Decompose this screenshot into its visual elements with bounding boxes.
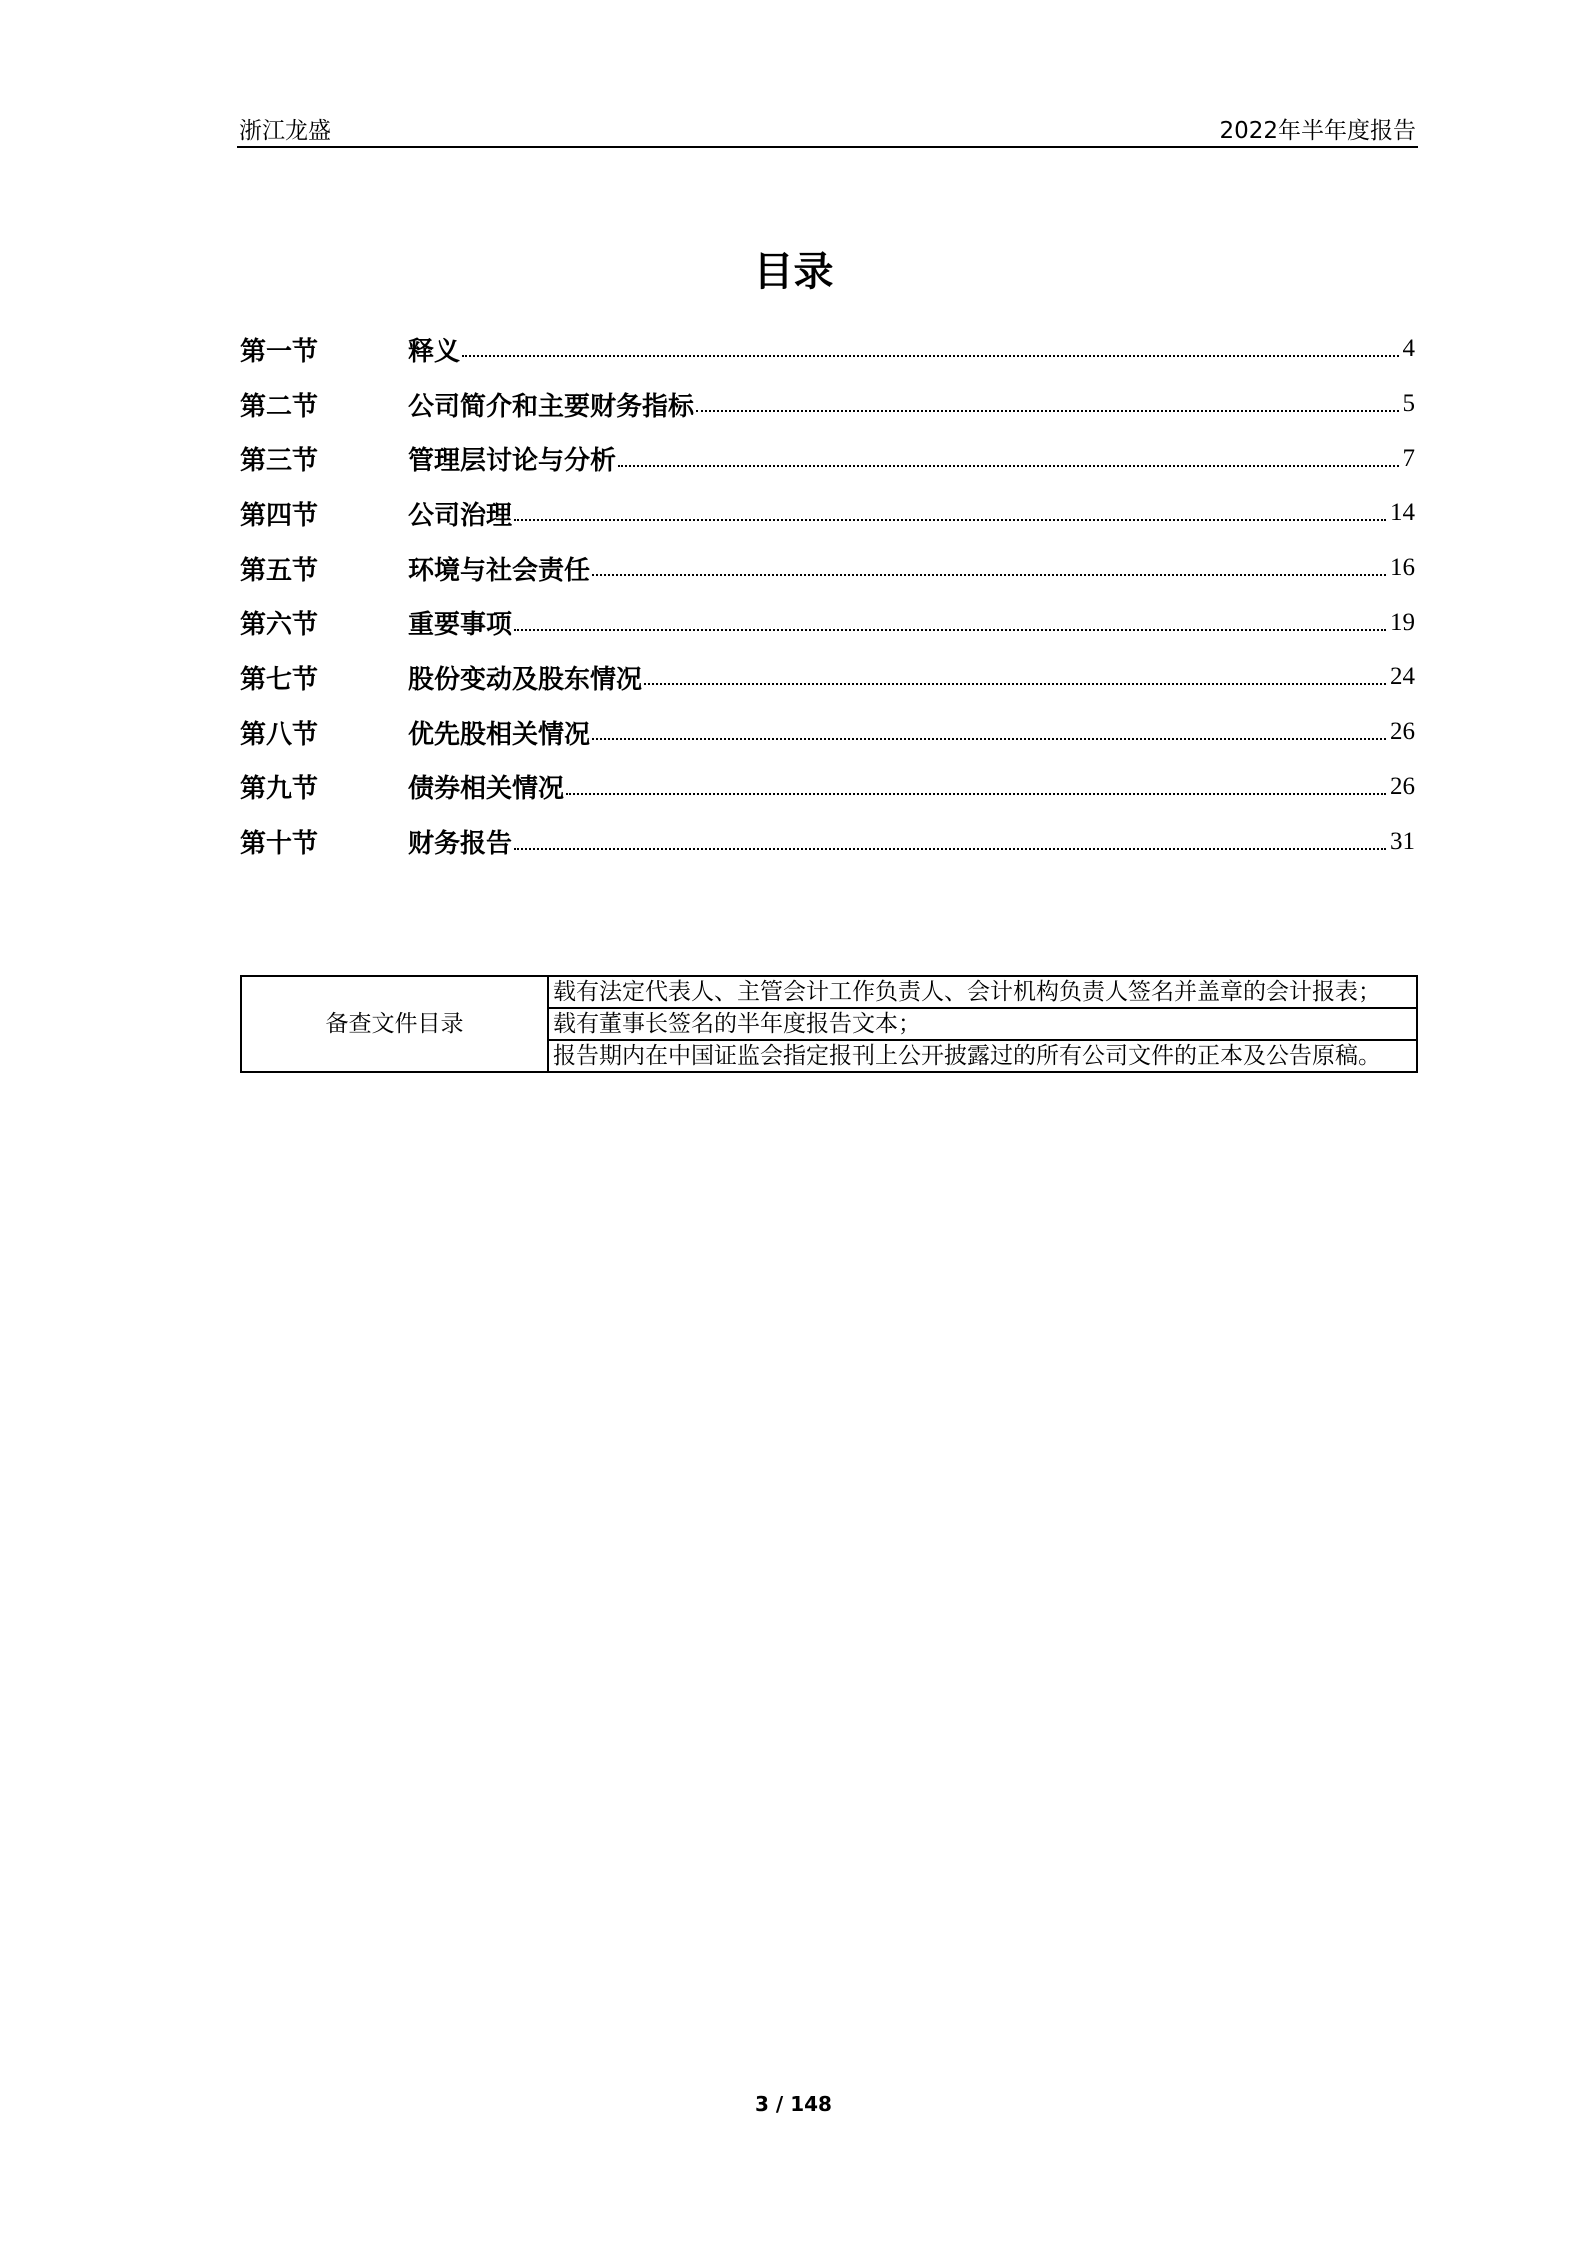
toc-entry[interactable] bbox=[240, 705, 1415, 760]
toc-section: 第十节 bbox=[240, 829, 319, 860]
toc-name: 管理层讨论与分析 bbox=[408, 446, 617, 477]
toc-name: 重要事项 bbox=[408, 610, 513, 641]
toc-page: 19 bbox=[1390, 608, 1415, 636]
toc-name: 债券相关情况 bbox=[408, 774, 565, 805]
toc-section: 第八节 bbox=[240, 719, 319, 750]
toc-name: 财务报告 bbox=[408, 829, 513, 860]
toc-entry[interactable] bbox=[240, 486, 1415, 541]
toc-page: 14 bbox=[1390, 499, 1415, 527]
toc-page: 24 bbox=[1390, 663, 1415, 691]
page-number: 3 / 148 bbox=[755, 2092, 832, 2116]
table-row bbox=[241, 976, 1417, 1008]
toc-leader bbox=[592, 574, 1386, 576]
page-header bbox=[237, 112, 1418, 148]
toc-page: 31 bbox=[1390, 827, 1415, 855]
toc-leader bbox=[696, 410, 1398, 412]
toc-section: 第一节 bbox=[240, 336, 319, 367]
toc-leader bbox=[514, 519, 1386, 521]
toc-name: 环境与社会责任 bbox=[408, 555, 591, 586]
toc-leader bbox=[618, 465, 1398, 467]
toc-section: 第六节 bbox=[240, 610, 319, 641]
toc-name: 公司简介和主要财务指标 bbox=[408, 391, 695, 422]
toc-page: 26 bbox=[1390, 718, 1415, 746]
header-report-title: 2022年半年度报告 bbox=[1219, 118, 1416, 144]
toc-section: 第九节 bbox=[240, 774, 319, 805]
toc-entry[interactable] bbox=[240, 541, 1415, 596]
toc-section: 第三节 bbox=[240, 446, 319, 477]
toc-entry[interactable] bbox=[240, 431, 1415, 486]
toc-entry[interactable] bbox=[240, 814, 1415, 869]
toc-page: 26 bbox=[1390, 772, 1415, 800]
toc-leader bbox=[592, 738, 1386, 740]
toc-entry[interactable] bbox=[240, 377, 1415, 432]
toc-name: 公司治理 bbox=[408, 500, 513, 531]
toc-page: 7 bbox=[1402, 444, 1415, 472]
reference-item: 报告期内在中国证监会指定报刊上公开披露过的所有公司文件的正本及公告原稿。 bbox=[548, 1040, 1417, 1072]
toc-name: 股份变动及股东情况 bbox=[408, 664, 643, 695]
toc-leader bbox=[644, 683, 1386, 685]
reference-documents-table bbox=[240, 975, 1418, 1073]
toc-page: 4 bbox=[1402, 335, 1415, 363]
table-of-contents bbox=[240, 322, 1415, 869]
toc-name: 释义 bbox=[408, 336, 461, 367]
toc-page: 5 bbox=[1402, 390, 1415, 418]
toc-entry[interactable] bbox=[240, 595, 1415, 650]
toc-leader bbox=[514, 629, 1386, 631]
toc-name: 优先股相关情况 bbox=[408, 719, 591, 750]
page-title: 目录 bbox=[753, 249, 834, 295]
toc-entry[interactable] bbox=[240, 760, 1415, 815]
reference-item: 载有董事长签名的半年度报告文本； bbox=[548, 1008, 1417, 1040]
toc-leader bbox=[566, 793, 1386, 795]
toc-page: 16 bbox=[1390, 554, 1415, 582]
toc-section: 第七节 bbox=[240, 664, 319, 695]
reference-label: 备查文件目录 bbox=[241, 976, 548, 1072]
toc-entry[interactable] bbox=[240, 650, 1415, 705]
toc-leader bbox=[462, 355, 1398, 357]
toc-section: 第四节 bbox=[240, 500, 319, 531]
reference-item: 载有法定代表人、主管会计工作负责人、会计机构负责人签名并盖章的会计报表； bbox=[548, 976, 1417, 1008]
toc-leader bbox=[514, 848, 1386, 850]
toc-section: 第五节 bbox=[240, 555, 319, 586]
toc-entry[interactable] bbox=[240, 322, 1415, 377]
header-company: 浙江龙盛 bbox=[239, 118, 331, 144]
toc-section: 第二节 bbox=[240, 391, 319, 422]
